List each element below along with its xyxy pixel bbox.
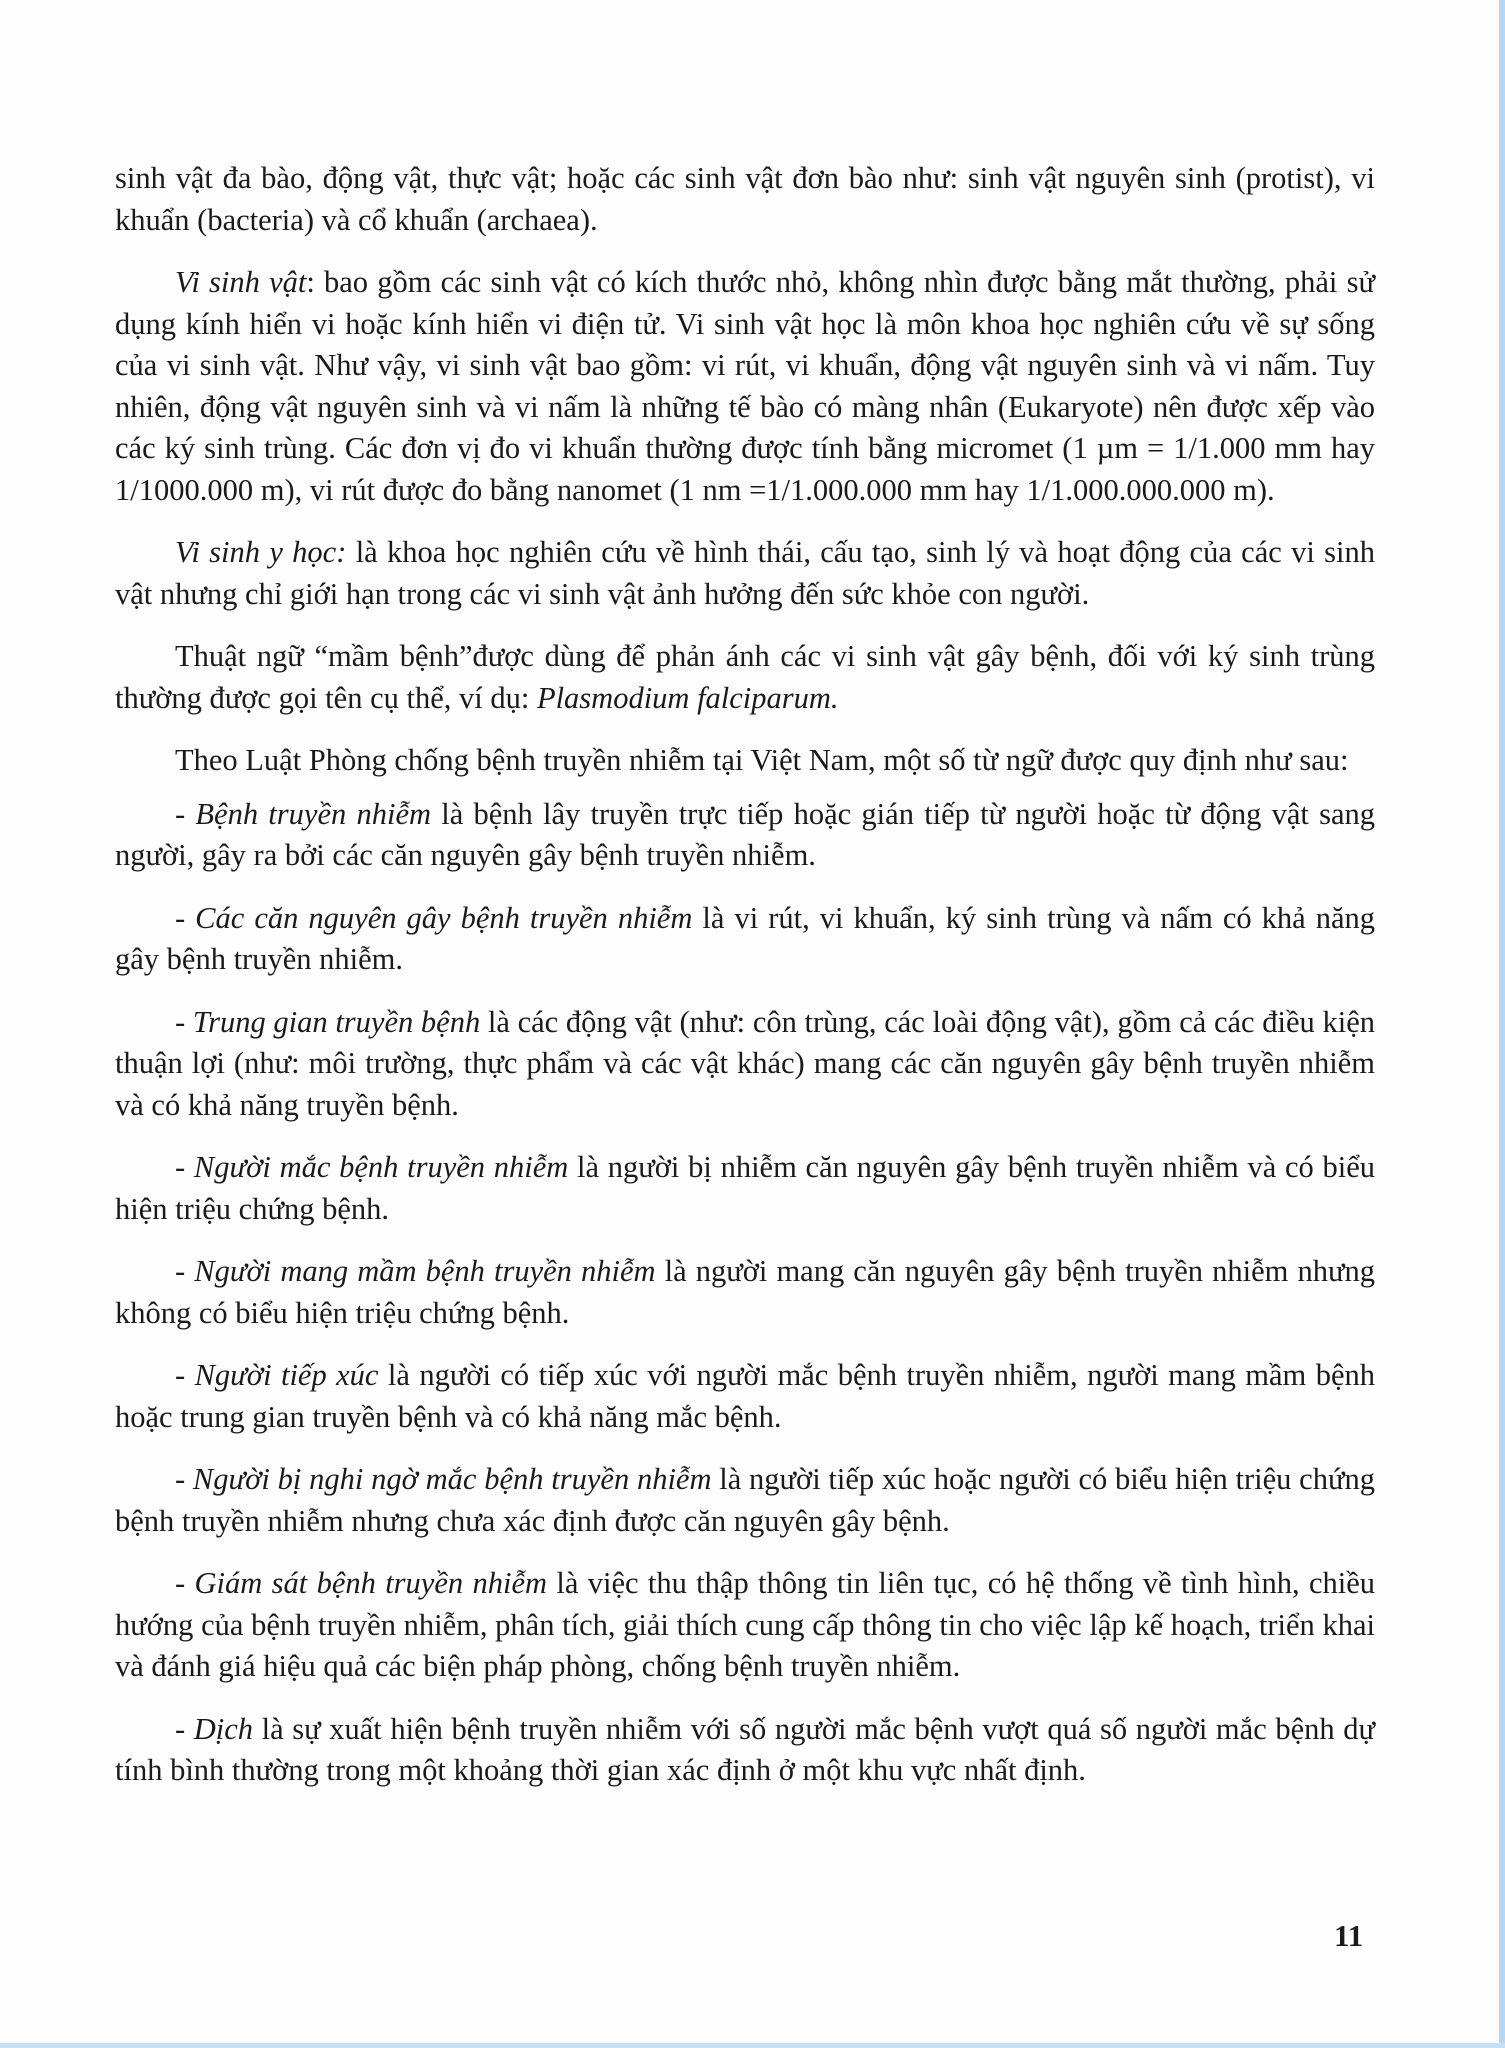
definition-benh-truyen-nhiem xyxy=(115,794,1375,877)
definition-dich xyxy=(115,1709,1375,1792)
definition-term: - Giám sát bệnh truyền nhiễm xyxy=(175,1566,548,1600)
definition-term: - Người tiếp xúc xyxy=(175,1358,379,1392)
paragraph-continuation xyxy=(115,158,1375,241)
paragraph-text: sinh vật đa bào, động vật, thực vật; hoặc các sinh vật đơn bào như: sinh vật nguyên sinh (protist), vi khuẩn (bacteria) và cổ khuẩn (archaea). xyxy=(115,161,1375,237)
definition-text: là vi rút, vi khuẩn, ký sinh trùng và nấm có khả năng gây bệnh truyền nhiễm. xyxy=(115,900,1375,976)
definition-term: - Các căn nguyên gây bệnh truyền nhiễm xyxy=(175,900,693,935)
paragraph-vi-sinh-y-hoc xyxy=(115,532,1375,615)
definition-term: - Trung gian truyền bệnh xyxy=(175,1004,481,1039)
page-number: 11 xyxy=(1334,1918,1364,1953)
definition-term: - Bệnh truyền nhiễm xyxy=(175,796,432,831)
paragraph-mam-benh xyxy=(115,636,1375,719)
paragraph-text: Thuật ngữ “mầm bệnh”được dùng để phản ánh các vi sinh vật gây bệnh, đối với ký sinh trùng thường được gọi tên cụ thể, ví dụ: xyxy=(115,639,1375,715)
definition-nguoi-mac-benh xyxy=(115,1147,1375,1230)
definition-text: là bệnh lây truyền trực tiếp hoặc gián tiếp từ người hoặc từ động vật sang người, gây ra bởi các căn nguyên gây bệnh truyền nhiễm. xyxy=(115,796,1376,872)
definition-text: là sự xuất hiện bệnh truyền nhiễm với số người mắc bệnh vượt quá số người mắc bệnh dự tính bình thường trong một khoảng thời gian xác định ở một khu vực nhất định. xyxy=(115,1711,1375,1787)
scan-edge-right xyxy=(1499,0,1505,2048)
paragraph-text: là khoa học nghiên cứu về hình thái, cấu tạo, sinh lý và hoạt động của các vi sinh vật nhưng chỉ giới hạn trong các vi sinh vật ảnh hưởng đến sức khỏe con người. xyxy=(115,535,1375,611)
paragraph-luat-phong-chong xyxy=(115,740,1375,782)
definition-term: - Người mắc bệnh truyền nhiễm xyxy=(175,1150,569,1184)
paragraph-vi-sinh-vat xyxy=(115,262,1375,511)
definition-term: - Người bị nghi ngờ mắc bệnh truyền nhiễm xyxy=(175,1462,712,1496)
definition-text: là người mang căn nguyên gây bệnh truyền nhiễm nhưng không có biểu hiện triệu chứng bệnh. xyxy=(115,1254,1375,1330)
scan-edge-bottom xyxy=(0,2043,1505,2048)
term-vi-sinh-vat: Vi sinh vật xyxy=(175,265,307,299)
definition-text: là người tiếp xúc hoặc người có biểu hiện triệu chứng bệnh truyền nhiễm nhưng chưa xác định được căn nguyên gây bệnh. xyxy=(115,1462,1375,1538)
definition-term: - Người mang mầm bệnh truyền nhiễm xyxy=(175,1254,656,1288)
definition-text: là người có tiếp xúc với người mắc bệnh truyền nhiễm, người mang mầm bệnh hoặc trung gian truyền bệnh và có khả năng mắc bệnh. xyxy=(115,1358,1375,1434)
definition-giam-sat xyxy=(115,1563,1375,1688)
definition-text: là các động vật (như: côn trùng, các loài động vật), gồm cả các điều kiện thuận lợi (như: môi trường, thực phẩm và các vật khác) mang các căn nguyên gây bệnh truyền nhiễm và có khả năng truyền bệnh. xyxy=(115,1004,1375,1122)
paragraph-text: : bao gồm các sinh vật có kích thước nhỏ, không nhìn được bằng mắt thường, phải sử dụng kính hiển vi hoặc kính hiển vi điện tử. Vi sinh vật học là môn khoa học nghiên cứu về sự sống của vi sinh vật. Như vậy, vi sinh vật bao gồm: vi rút, vi khuẩn, động vật nguyên sinh và vi nấm. Tuy nhiên, động vật nguyên sinh và vi nấm là những tế bào có màng nhân (Eukaryote) nên được xếp vào các ký sinh trùng. Các đơn vị đo vi khuẩn thường được tính bằng micromet (1 µm = 1/1.000 mm hay 1/1000.000 m), vi rút được đo bằng nanomet (1 nm =1/1.000.000 mm hay 1/1.000.000.000 m). xyxy=(115,265,1375,507)
definition-trung-gian xyxy=(115,1002,1375,1127)
definition-text: là người bị nhiễm căn nguyên gây bệnh truyền nhiễm và có biểu hiện triệu chứng bệnh. xyxy=(115,1150,1375,1226)
definition-can-nguyen xyxy=(115,898,1375,981)
definition-nguoi-mang-mam-benh xyxy=(115,1251,1375,1334)
paragraph-text: Theo Luật Phòng chống bệnh truyền nhiễm tại Việt Nam, một số từ ngữ được quy định như sau: xyxy=(175,743,1349,777)
definition-nguoi-nghi-ngo xyxy=(115,1459,1375,1542)
definition-text: là việc thu thập thông tin liên tục, có hệ thống về tình hình, chiều hướng của bệnh truyền nhiễm, phân tích, giải thích cung cấp thông tin cho việc lập kế hoạch, triển khai và đánh giá hiệu quả các biện pháp phòng, chống bệnh truyền nhiễm. xyxy=(115,1566,1375,1683)
definition-nguoi-tiep-xuc xyxy=(115,1355,1375,1438)
body-text xyxy=(115,158,1375,1813)
term-vi-sinh-y-hoc: Vi sinh y học: xyxy=(175,535,347,569)
species-name: Plasmodium falciparum. xyxy=(536,680,839,715)
definition-term: - Dịch xyxy=(175,1711,254,1746)
